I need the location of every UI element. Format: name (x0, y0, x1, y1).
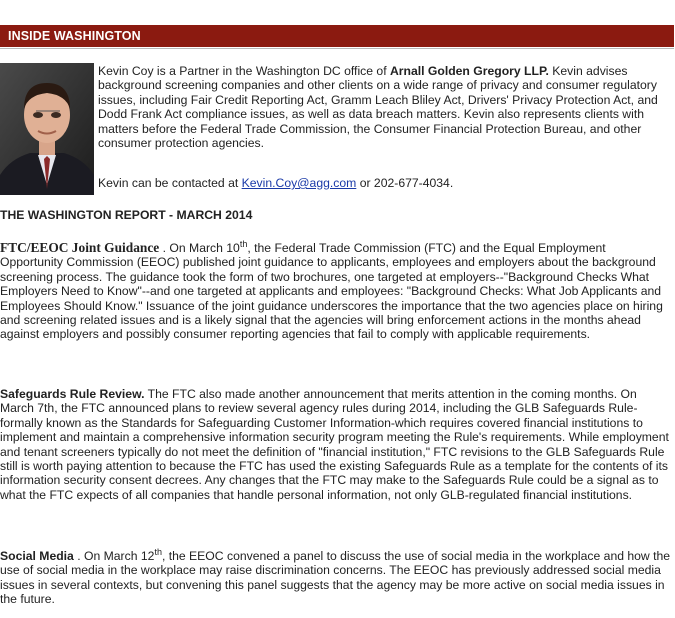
safeguards-heading: Safeguards Rule Review. (0, 387, 145, 401)
ftc-eeoc-paragraph: FTC/EEOC Joint Guidance . On March 10th, the Federal Trade Commission (FTC) and the Equal Employment Opportunity Commission (EEOC) published joint guidance to applicants, employees and employers about the background screening process. The guidance took the form of two brochures, one targeted at employers--"Background Checks What Employers Need to Know"--and one targeted at applicants and employees: "Background Checks: What Job Applicants and Employees Should Know." Issuance of the joint guidance underscores the importance that the two agencies place on hiring and screening related issues and is a likely signal that the agencies will bring enforcement actions in the months ahead against employers and possibly consumer reporting agencies that fail to comply with applicable requirements. (0, 239, 663, 342)
author-photo (0, 63, 94, 195)
safeguards-paragraph: Safeguards Rule Review. The FTC also made another announcement that merits attention in the coming months. On March 7th, the FTC announced plans to review several agency rules during 2014, including the GLB Safeguards Rule-formally known as the Standards for Safeguarding Customer Information-which requires covered financial institutions to implement and maintain a comprehensive information security program meeting the Rule's requirements. While employment and tenant screeners typically do not meet the definition of "financial institution," FTC revisions to the GLB Safeguards Rule still is worth paying attention to because the FTC has used the existing Safeguards Rule as a template for the contents of its information security consent decrees. Any changes that the FTC may make to the Safeguards Rule could be a signal as to what the FTC expects of all companies that handle personal information, not only GLB-regulated financial institutions. (0, 387, 669, 502)
email-link[interactable]: Kevin.Coy@agg.com (241, 176, 357, 190)
ftc-eeoc-heading: FTC/EEOC Joint Guidance (0, 240, 160, 255)
social-media-heading: Social Media (0, 549, 74, 563)
author-contact: Kevin can be contacted at Kevin.Coy@agg.com or 202-677-4034. (98, 176, 454, 190)
section-header (0, 25, 674, 47)
header-divider (0, 48, 674, 49)
section-header-title: INSIDE WASHINGTON (8, 29, 141, 43)
firm-name: Arnall Golden Gregory LLP. (389, 64, 549, 78)
report-title: THE WASHINGTON REPORT - MARCH 2014 (0, 208, 253, 222)
social-media-paragraph: Social Media . On March 12th, the EEOC convened a panel to discuss the use of social media in the workplace and how the use of social media in the workplace may raise discrimination concerns. The EEOC has previously addressed social media issues in several contexts, but convening this panel suggests that the agency may be more active on social media issues in the future. (0, 547, 671, 607)
author-bio: Kevin Coy is a Partner in the Washington DC office of Arnall Golden Gregory LLP. Kevin advises background screening companies and other clients on a wide range of privacy and consumer regulatory issues, including Fair Credit Reporting Act, Gramm Leach Bliley Act, Drivers' Privacy Protection Act, and Dodd Frank Act compliance issues, as well as data breach matters. Kevin also represents clients with matters before the Federal Trade Commission, the Consumer Financial Protection Bureau, and other consumer protection agencies. (98, 64, 658, 151)
